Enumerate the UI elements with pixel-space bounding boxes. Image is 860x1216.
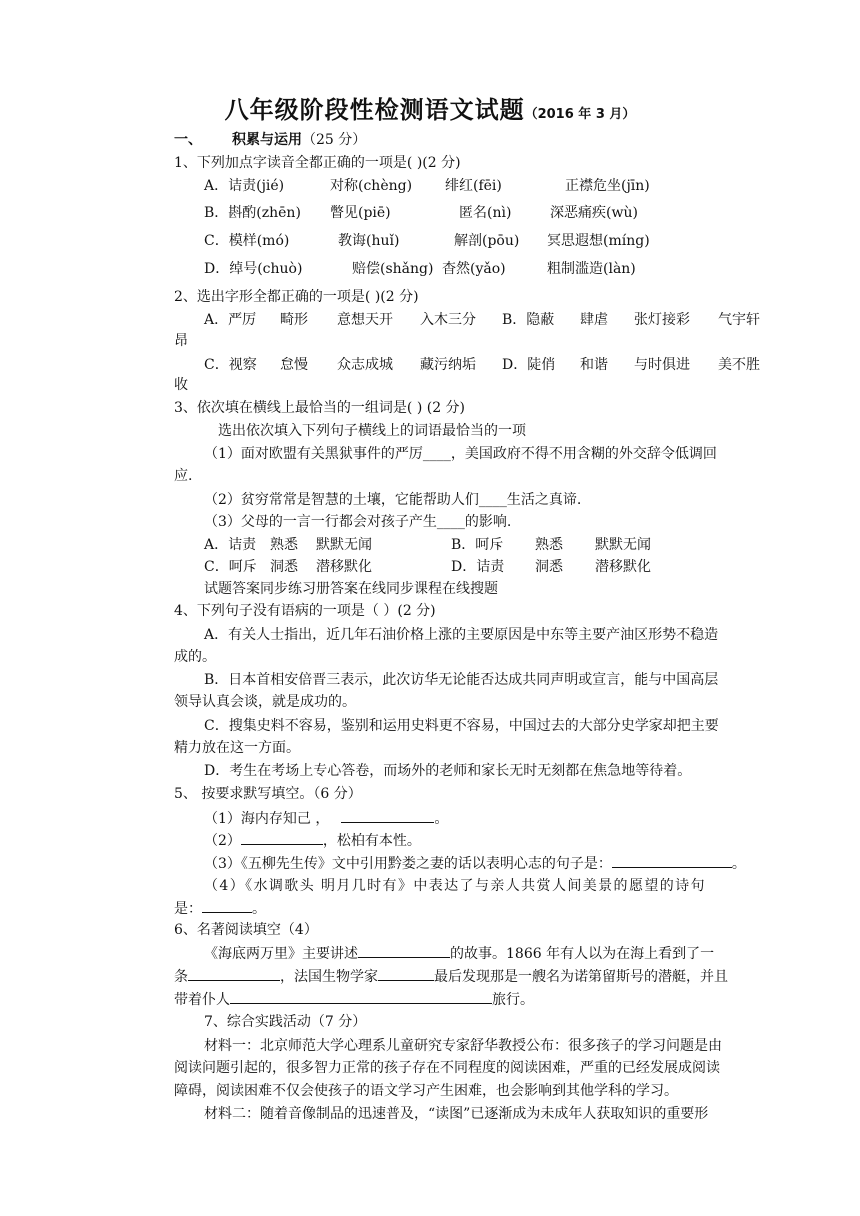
option-text: 默默无闻	[316, 537, 372, 553]
q2-stem: 2、选出字形全都正确的一项是( )(2 分)	[174, 289, 419, 305]
q3-options-cd	[204, 557, 651, 577]
option-text: 潜移默化	[316, 559, 372, 575]
option-text: 肆虐	[580, 312, 608, 328]
option-text: 粗制滥造(làn)	[547, 261, 636, 277]
option-text: 意想天开	[337, 312, 393, 328]
q5-item-2: （2） ，松柏有本性。	[204, 830, 421, 851]
option-text: 洞悉	[535, 559, 563, 575]
q5-blank-3[interactable]	[612, 853, 732, 868]
option-text: 匿名(nì)	[459, 205, 512, 221]
q3-options-ab	[204, 535, 651, 555]
option-text: 对称(chèng)	[330, 178, 413, 194]
option-text: 洞悉	[270, 559, 298, 575]
option-text: 绯红(fēi)	[445, 178, 502, 194]
q2-wrap-1: 昂	[174, 333, 188, 349]
option-text: 熟悉	[535, 537, 563, 553]
option-text: C．视察	[204, 357, 257, 373]
option-text: 熟悉	[270, 537, 298, 553]
option-text: D．陡俏	[502, 357, 556, 373]
option-text: 藏污纳垢	[420, 357, 476, 373]
q4-option-b-1: B．日本首相安倍晋三表示，此次访华无论能否达成共同声明或宣言，能与中国高层	[204, 672, 719, 688]
option-text: 正襟危坐(jīn)	[565, 178, 650, 194]
q2-wrap-2: 收	[174, 377, 188, 393]
option-text: A．诘责(jié)	[204, 178, 285, 194]
option-text: B．呵斥	[451, 537, 504, 553]
q6-stem: 6、名著阅读填空（4）	[174, 922, 318, 938]
section-1-score: （25 分）	[302, 132, 367, 148]
q6-line-2: 条 ，法国生物学家 最后发现那是一艘名为诺第留斯号的潜艇，并且	[174, 966, 728, 987]
q1-option-b	[204, 203, 638, 223]
exam-title	[0, 90, 860, 125]
q4-option-a-2: 成的。	[174, 649, 216, 665]
section-1-name: 积累与运用	[232, 132, 302, 148]
option-text: 美不胜	[718, 357, 760, 373]
title-main: 八年级阶段性检测语文试题	[224, 96, 525, 124]
q4-option-a-1: A．有关人士指出，近几年石油价格上涨的主要原因是中东等主要产油区形势不稳造	[204, 627, 719, 643]
q5-blank-4[interactable]	[202, 898, 252, 913]
q7-material-1-line-1: 材料一：北京师范大学心理系儿童研究专家舒华教授公布：很多孩子的学习问题是由	[204, 1038, 722, 1054]
q7-stem: 7、综合实践活动（7 分）	[204, 1014, 367, 1030]
q3-subtitle: 选出依次填入下列句子横线上的词语最恰当的一项	[218, 423, 526, 439]
title-date: （2016 年 3 月）	[524, 107, 636, 122]
q6-blank-1[interactable]	[358, 943, 450, 958]
q4-option-c-1: C．搜集史料不容易，鉴别和运用史料更不容易，中国过去的大部分史学家却把主要	[204, 718, 719, 734]
q5-item-4-wrap: 是： 。	[174, 898, 266, 919]
q3-ad-text: 试题答案同步练习册答案在线同步课程在线搜题	[204, 581, 498, 597]
option-text: 众志成城	[337, 357, 393, 373]
q4-option-b-2: 领导认真会谈，就是成功的。	[174, 694, 356, 710]
section-1-number: 一、	[174, 132, 202, 148]
q3-sentence-1: （1）面对欧盟有关黑狱事件的严厉____，美国政府不得不用含糊的外交辞令低调回	[204, 446, 717, 462]
q3-sentence-1-wrap: 应.	[174, 468, 193, 484]
q7-material-2-line-1: 材料二：随着音像制品的迅速普及，“读图”已逐渐成为未成年人获取知识的重要形	[204, 1106, 709, 1122]
q2-options-cd	[204, 355, 760, 375]
q5-item-4: （4）《水调歌头 明月几时有》中表达了与亲人共赏人间美景的愿望的诗句	[204, 878, 706, 894]
option-text: 与时俱进	[634, 357, 690, 373]
q1-stem: 1、下列加点字读音全都正确的一项是( )(2 分)	[174, 155, 461, 171]
q5-blank-1[interactable]	[341, 808, 434, 823]
option-text: 张灯接彩	[634, 312, 690, 328]
option-text: 默默无闻	[595, 537, 651, 553]
option-text: 教诲(huǐ)	[338, 233, 400, 249]
q5-stem: 5、 按要求默写填空。（6 分）	[174, 786, 362, 802]
option-text: 入木三分	[420, 312, 476, 328]
option-text: 畸形	[280, 312, 308, 328]
q1-option-a	[204, 176, 650, 196]
option-text: 杳然(yǎo)	[442, 261, 506, 277]
q4-option-d: D．考生在考场上专心答卷，而场外的老师和家长无时无刻都在焦急地等待着。	[204, 763, 692, 779]
option-text: D．诘责	[451, 559, 505, 575]
q6-line-3: 带着仆人 旅行。	[174, 989, 534, 1010]
q4-stem: 4、下列句子没有语病的一项是（ ）(2 分)	[174, 603, 436, 619]
option-text: 气宇轩	[718, 312, 760, 328]
section-1-heading	[174, 130, 366, 150]
q1-option-d	[204, 259, 636, 279]
q3-sentence-2: （2）贫穷常常是智慧的土壤，它能帮助人们____生活之真谛.	[204, 492, 582, 508]
q1-option-c	[204, 231, 650, 251]
q3-sentence-3: （3）父母的一言一行都会对孩子产生____的影响.	[204, 514, 512, 530]
q6-blank-4[interactable]	[230, 989, 492, 1004]
q5-blank-2[interactable]	[241, 830, 323, 845]
option-text: 深恶痛疾(wù)	[550, 205, 638, 221]
q3-stem: 3、依次填在横线上最恰当的一组词是( ) (2 分)	[174, 400, 466, 416]
q6-blank-2[interactable]	[188, 966, 280, 981]
option-text: D．绰号(chuò)	[204, 261, 303, 277]
q4-option-c-2: 精力放在这一方面。	[174, 740, 300, 756]
q6-blank-3[interactable]	[378, 966, 434, 981]
option-text: A．诘责	[204, 537, 257, 553]
q6-line-1: 《海底两万里》主要讲述 的故事。1866 年有人以为在海上看到了一	[204, 943, 714, 964]
option-text: C．呵斥	[204, 559, 257, 575]
q5-item-3: （3）《五柳先生传》文中引用黔娄之妻的话以表明心志的句子是： 。	[204, 853, 746, 874]
option-text: 怠慢	[280, 357, 308, 373]
q2-options-ab	[204, 310, 760, 330]
option-text: 潜移默化	[595, 559, 651, 575]
option-text: 瞥见(piē)	[330, 205, 391, 221]
option-text: C．模样(mó)	[204, 233, 290, 249]
q5-item-1: （1）海内存知己 ， 。	[204, 808, 448, 829]
option-text: 赔偿(shǎng)	[352, 261, 434, 277]
option-text: 解剖(pōu)	[454, 233, 520, 249]
option-text: A．严厉	[204, 312, 257, 328]
option-text: 和谐	[580, 357, 608, 373]
option-text: 冥思遐想(míng)	[547, 233, 650, 249]
q7-material-1-line-3: 障碍，阅读困难不仅会使孩子的语文学习产生困难，也会影响到其他学科的学习。	[174, 1083, 678, 1099]
q7-material-1-line-2: 阅读问题引起的，很多智力正常的孩子存在不同程度的阅读困难，严重的已经发展成阅读	[174, 1060, 720, 1076]
option-text: B．斟酌(zhēn)	[204, 205, 301, 221]
option-text: B．隐蔽	[502, 312, 555, 328]
